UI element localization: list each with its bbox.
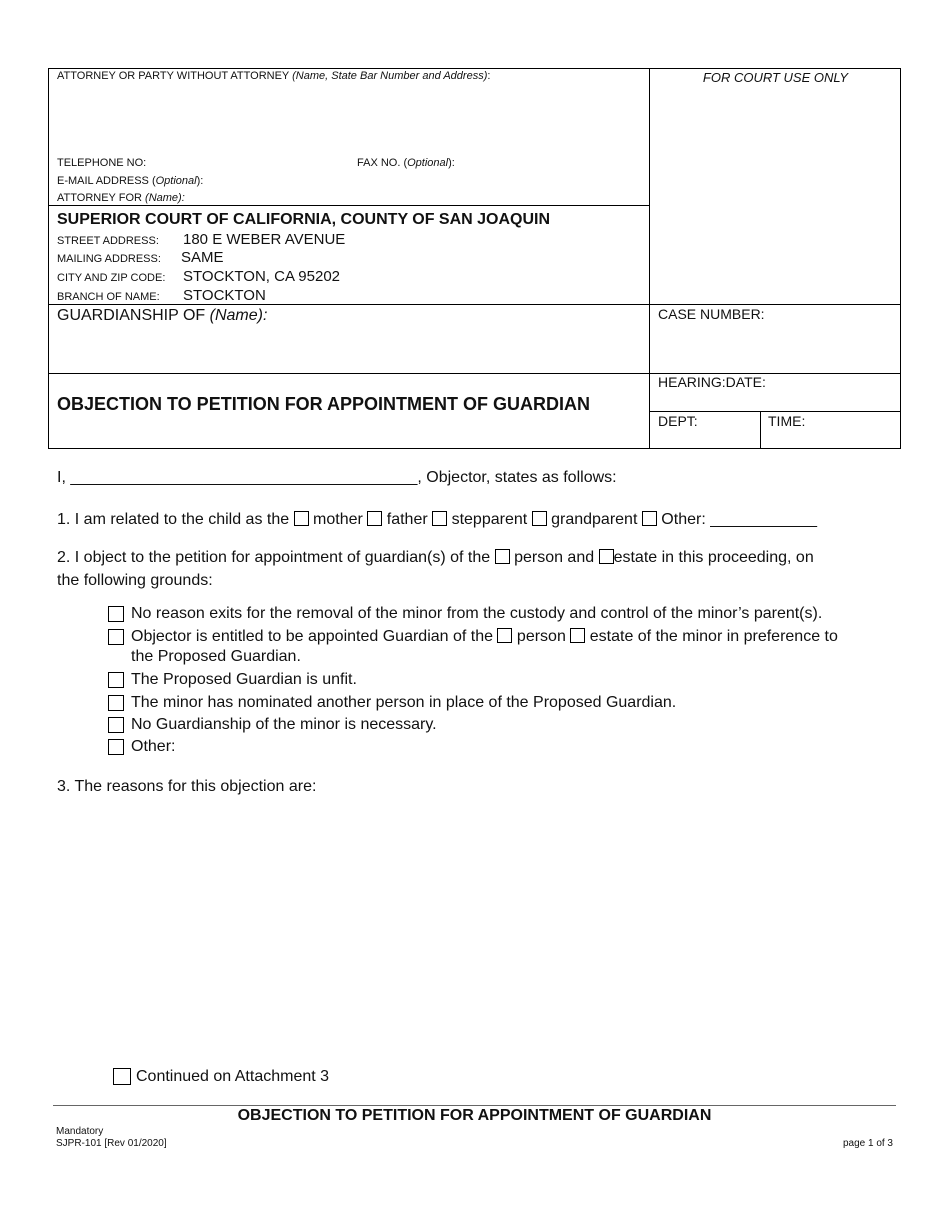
court-use-label: FOR COURT USE ONLY [702,70,849,85]
caption-divider-attorney [48,205,650,206]
attorney-label-row: ATTORNEY OR PARTY WITHOUT ATTORNEY (Name, State Bar Number and Address): [57,70,491,82]
grandparent-label: grandparent [551,511,638,528]
mailing-label: MAILING ADDRESS: [57,253,161,265]
item-2-estate-checkbox[interactable] [599,549,614,564]
caption-divider-dept [760,411,761,449]
footer-mandatory: Mandatory [56,1126,104,1137]
fax-label-row [357,157,455,169]
footer-page-number: page 1 of 3 [842,1138,893,1149]
ground-not-necessary-text: No Guardianship of the minor is necessary. [131,716,437,733]
email-label: E-MAIL ADDRESS ( [57,175,156,187]
ground-other-text: Other: [131,738,176,755]
guardianship-label: GUARDIANSHIP OF [57,307,206,324]
intro-suffix: , Objector, states as follows: [417,469,617,486]
city-value: STOCKTON, CA 95202 [183,268,341,285]
ground-no-reason-text: No reason exits for the removal of the minor from the custody and control of the minor’s parent(s). [131,605,823,622]
street-label: STREET ADDRESS: [57,235,159,247]
attorney-for-hint: (Name): [145,192,185,204]
caption-divider-court [48,304,901,305]
caption-divider-hearing [649,411,901,412]
other-relation-label: Other: [661,511,706,528]
ground-entitled-checkbox[interactable] [108,629,124,645]
item-1-line [57,511,817,529]
email-label-end: ): [196,175,204,187]
caption-divider-vertical [649,68,650,449]
city-label: CITY AND ZIP CODE: [57,272,166,284]
father-label: father [386,511,428,528]
fax-label: FAX NO. ( [357,157,408,169]
footer-title: OBJECTION TO PETITION FOR APPOINTMENT OF GUARDIAN [237,1107,712,1124]
continued-attachment-checkbox[interactable] [113,1068,131,1085]
dept-label: DEPT: [658,413,698,429]
email-optional: Optional [155,175,197,187]
mother-label: mother [313,511,363,528]
caption-box [48,68,901,449]
intro-prefix: I, [57,469,66,486]
ground-entitled-person-label: person [516,628,566,645]
branch-value: STOCKTON [183,287,266,304]
ground-entitled-line-1 [131,628,838,646]
guardianship-hint: (Name): [209,307,268,324]
fax-optional: Optional [407,157,449,169]
time-label: TIME: [768,413,806,429]
ground-entitled-estate-label: estate of the minor in preference to [589,628,838,645]
item-2-line-2: the following grounds: [57,572,213,589]
grandparent-checkbox[interactable] [532,511,547,526]
other-relation-checkbox[interactable] [642,511,657,526]
attorney-for-row [57,192,185,204]
ground-other-checkbox[interactable] [108,739,124,755]
item-1-prefix: 1. I am related to the child as the [57,511,290,528]
item-2-line-1 [57,549,814,567]
item-2-person-checkbox[interactable] [495,549,510,564]
ground-nominated-checkbox[interactable] [108,695,124,711]
ground-entitled-person-checkbox[interactable] [497,628,512,643]
street-value: 180 E WEBER AVENUE [183,231,346,248]
ground-unfit-checkbox[interactable] [108,672,124,688]
attorney-hint: (Name, State Bar Number and Address) [292,70,488,82]
ground-entitled-estate-checkbox[interactable] [570,628,585,643]
stepparent-checkbox[interactable] [432,511,447,526]
item-3-text: 3. The reasons for this objection are: [57,778,317,795]
hearing-date-label: HEARING:DATE: [658,374,766,390]
footer-form-id: SJPR-101 [Rev 01/2020] [56,1138,167,1149]
ground-no-reason-checkbox[interactable] [108,606,124,622]
footer-rule [53,1105,896,1106]
ground-not-necessary-checkbox[interactable] [108,717,124,733]
branch-label: BRANCH OF NAME: [57,291,160,303]
stepparent-label: stepparent [451,511,528,528]
item-2-person-label: person and [514,549,595,566]
court-name: SUPERIOR COURT OF CALIFORNIA, COUNTY OF SAN JOAQUIN [57,211,551,228]
ground-entitled-prefix: Objector is entitled to be appointed Guardian of the [131,628,494,645]
ground-entitled-line-2: the Proposed Guardian. [131,648,301,665]
caption-divider-case [48,373,901,374]
intro-line [57,469,617,487]
item-2-prefix: 2. I object to the petition for appointment of guardian(s) of the [57,549,491,566]
objector-name-blank[interactable]: _______________________________________ [70,469,418,486]
attorney-label: ATTORNEY OR PARTY WITHOUT ATTORNEY [57,70,290,82]
form-title: OBJECTION TO PETITION FOR APPOINTMENT OF GUARDIAN [57,394,591,414]
item-2-estate-label: estate in this proceeding, on [613,549,814,566]
continued-attachment-label: Continued on Attachment 3 [136,1068,330,1085]
fax-label-end: ): [448,157,455,169]
mother-checkbox[interactable] [294,511,309,526]
attorney-for-label: ATTORNEY FOR [57,192,142,204]
ground-unfit-text: The Proposed Guardian is unfit. [131,671,357,688]
telephone-label: TELEPHONE NO: [57,157,147,169]
guardianship-row [57,307,267,325]
other-relation-blank[interactable]: ____________ [710,511,817,528]
case-number-label: CASE NUMBER: [658,306,765,322]
ground-nominated-text: The minor has nominated another person in place of the Proposed Guardian. [131,694,677,711]
father-checkbox[interactable] [367,511,382,526]
mailing-value: SAME [181,249,224,266]
email-label-row [57,175,203,187]
